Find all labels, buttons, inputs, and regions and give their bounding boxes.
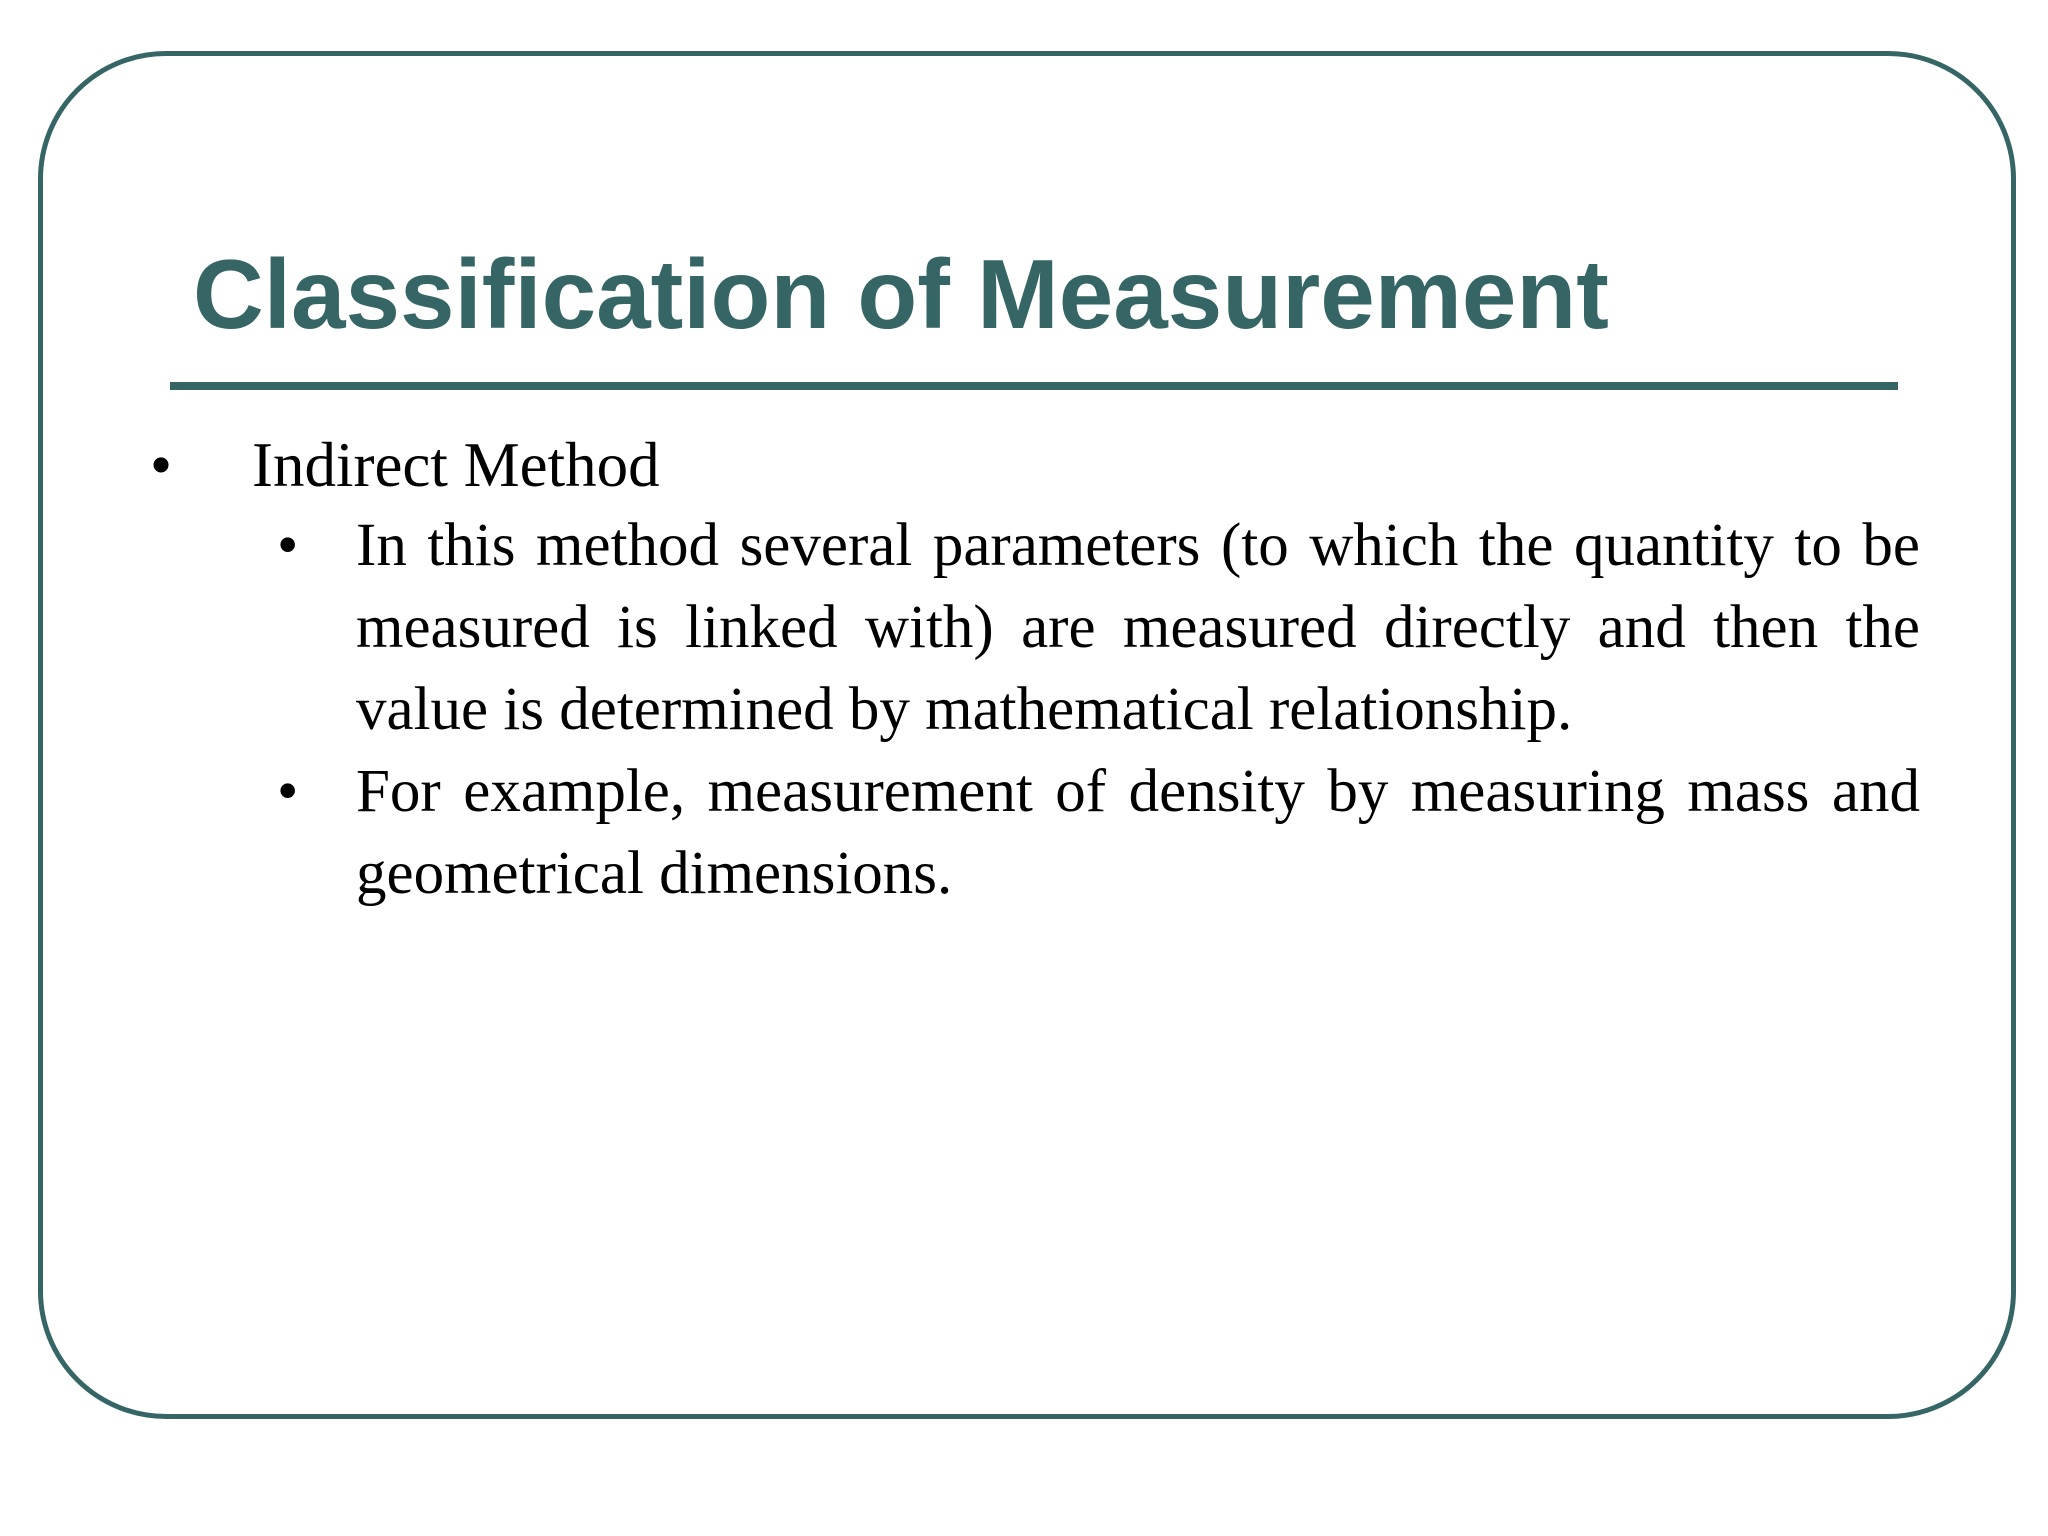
bullet-icon: • xyxy=(277,758,299,825)
slide-title: Classification of Measurement xyxy=(193,239,1609,349)
bullet-text: Indirect Method xyxy=(252,430,660,500)
sub-bullet-list xyxy=(140,505,1920,915)
title-underline xyxy=(170,382,1898,390)
sub-bullet-item xyxy=(277,505,1920,751)
bullet-indirect-method xyxy=(140,425,1920,505)
bullet-icon: • xyxy=(277,512,299,579)
sub-bullet-text: In this method several parameters (to which the quantity to be measured is linked with) are measured directly and then the value is determined by mathematical relationship. xyxy=(356,512,1920,743)
bullet-icon: • xyxy=(150,430,173,500)
sub-bullet-text: For example, measurement of density by measuring mass and geometrical dimensions. xyxy=(356,758,1920,907)
sub-bullet-item xyxy=(277,751,1920,915)
slide-body xyxy=(140,425,1920,915)
